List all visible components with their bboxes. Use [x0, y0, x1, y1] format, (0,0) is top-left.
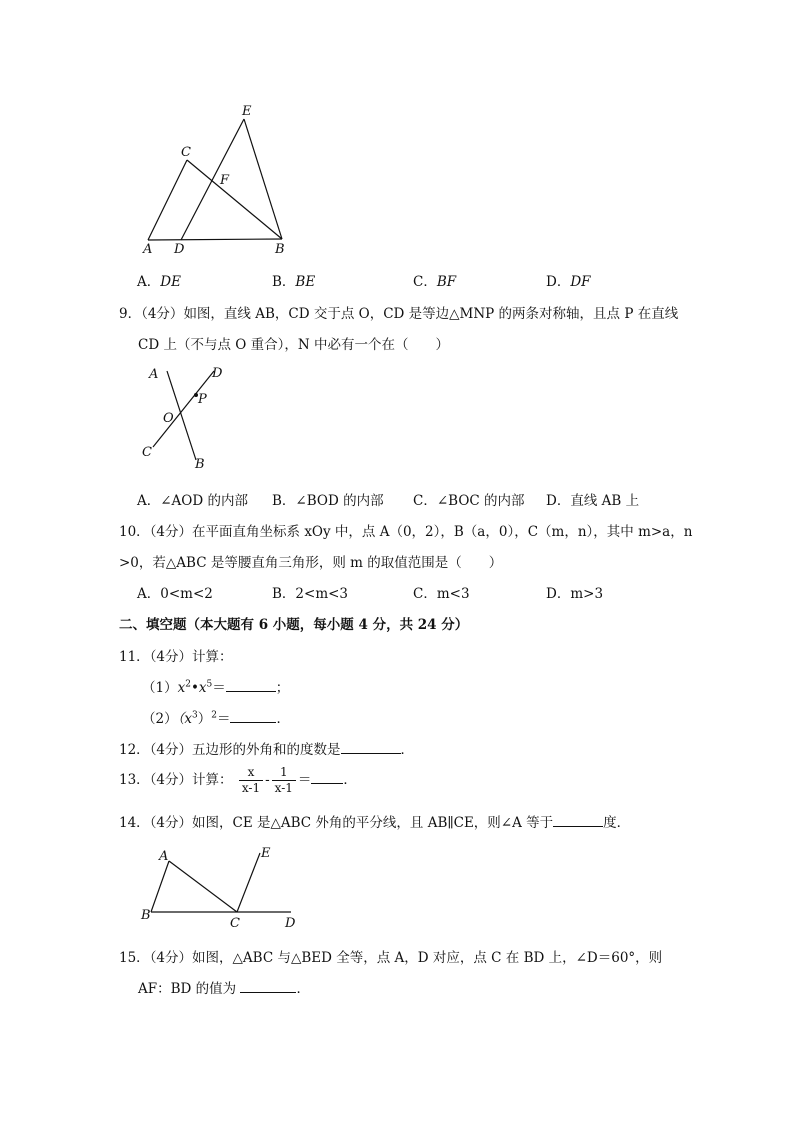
answer-blank-14[interactable]	[553, 812, 603, 827]
q15-line1: 15．（4分）如图，△ABC 与△BED 全等，点 A，D 对应，点 C 在 BD 上，∠D＝60°，则	[119, 950, 663, 966]
segment-de	[181, 119, 244, 240]
fraction-1-over-x-minus-1: $\frac{1}{x-1}$	[272, 765, 296, 796]
answer-blank-15[interactable]	[240, 978, 296, 993]
fraction-x-over-x-minus-1: $\frac{x}{x-1}$	[239, 765, 263, 796]
label-a: A	[159, 849, 169, 864]
label-b: B	[141, 908, 151, 923]
q10-option-a[interactable]: A．0<m<2	[137, 586, 213, 602]
section-heading-fill-in: 二、填空题（本大题有 6 小题，每小题 4 分，共 24 分）	[119, 617, 469, 633]
segment-ac	[169, 861, 237, 912]
q11-line1: 11．（4分）计算：	[119, 649, 233, 665]
q9-line1: 9．（4分）如图，直线 AB，CD 交于点 O，CD 是等边△MNP 的两条对称轴，且点 P 在直线	[119, 306, 679, 322]
q9-option-a[interactable]: A．∠AOD 的内部	[137, 493, 248, 509]
q8-option-c[interactable]: C．BF	[413, 274, 457, 290]
label-e: E	[242, 104, 252, 119]
q8-option-b[interactable]: B．BE	[272, 274, 316, 290]
answer-blank-13[interactable]	[311, 769, 343, 784]
label-b: B	[275, 242, 285, 257]
segment-ce	[237, 853, 260, 912]
label-b: B	[195, 457, 205, 472]
segment-ba	[151, 861, 169, 912]
q10-line1: 10．（4分）在平面直角坐标系 xOy 中，点 A（0，2），B（a，0），C（m，n），其中 m>a，n	[119, 524, 693, 540]
q10-option-b[interactable]: B．2<m<3	[272, 586, 349, 602]
label-p: P	[198, 392, 207, 407]
q9-option-d[interactable]: D．直线 AB 上	[546, 493, 640, 509]
label-c: C	[230, 916, 240, 931]
label-d: D	[212, 366, 223, 381]
segment-ab	[148, 239, 282, 240]
label-c: C	[181, 145, 191, 160]
segment-cb	[187, 160, 282, 239]
answer-blank-11-1[interactable]	[226, 677, 276, 692]
label-d: D	[285, 916, 296, 931]
q10-option-c[interactable]: C．m<3	[413, 586, 470, 602]
q10-option-d[interactable]: D．m>3	[546, 586, 604, 602]
answer-blank-11-2[interactable]	[230, 708, 276, 723]
label-o: O	[163, 411, 174, 426]
q10-line2: >0，若△ABC 是等腰直角三角形，则 m 的取值范围是（ ）	[119, 555, 503, 571]
q14-figure	[135, 840, 305, 932]
q11-part2: $(2)(x^3)^2=$ ．	[142, 707, 290, 727]
label-e: E	[261, 846, 271, 861]
q8-option-a[interactable]: A．DE	[137, 274, 181, 290]
label-f: F	[220, 173, 230, 188]
q13-line: 13．（4分）计算： $\frac{x}{x-1}$ - $\frac{1}{x-1}$ ＝ ．	[119, 765, 357, 795]
label-a: A	[143, 242, 153, 257]
q8-option-d[interactable]: D．DF	[546, 274, 591, 290]
q9-option-c[interactable]: C．∠BOC 的内部	[413, 493, 525, 509]
answer-blank-12[interactable]	[341, 739, 401, 754]
label-c: C	[142, 445, 152, 460]
label-d: D	[174, 242, 185, 257]
segment-ac	[148, 160, 187, 240]
segment-eb	[244, 119, 282, 239]
line-cd	[153, 371, 214, 447]
q9-option-b[interactable]: B．∠BOD 的内部	[272, 493, 384, 509]
q9-line2: CD 上（不与点 O 重合），N 中必有一个在（ ）	[138, 337, 449, 353]
q11-part1: $(1)x^2•x^5=$ ；	[142, 676, 289, 696]
q9-figure	[135, 360, 245, 475]
q14-line: 14．（4分）如图，CE 是△ABC 外角的平分线，且 AB∥CE，则∠A 等于 度．	[119, 811, 630, 831]
label-a: A	[149, 367, 159, 382]
q12-line: 12．（4分）五边形的外角和的度数是 ．	[119, 738, 414, 758]
q8-figure	[130, 95, 310, 260]
q15-line2: AF：BD 的值为 ．	[138, 977, 310, 997]
